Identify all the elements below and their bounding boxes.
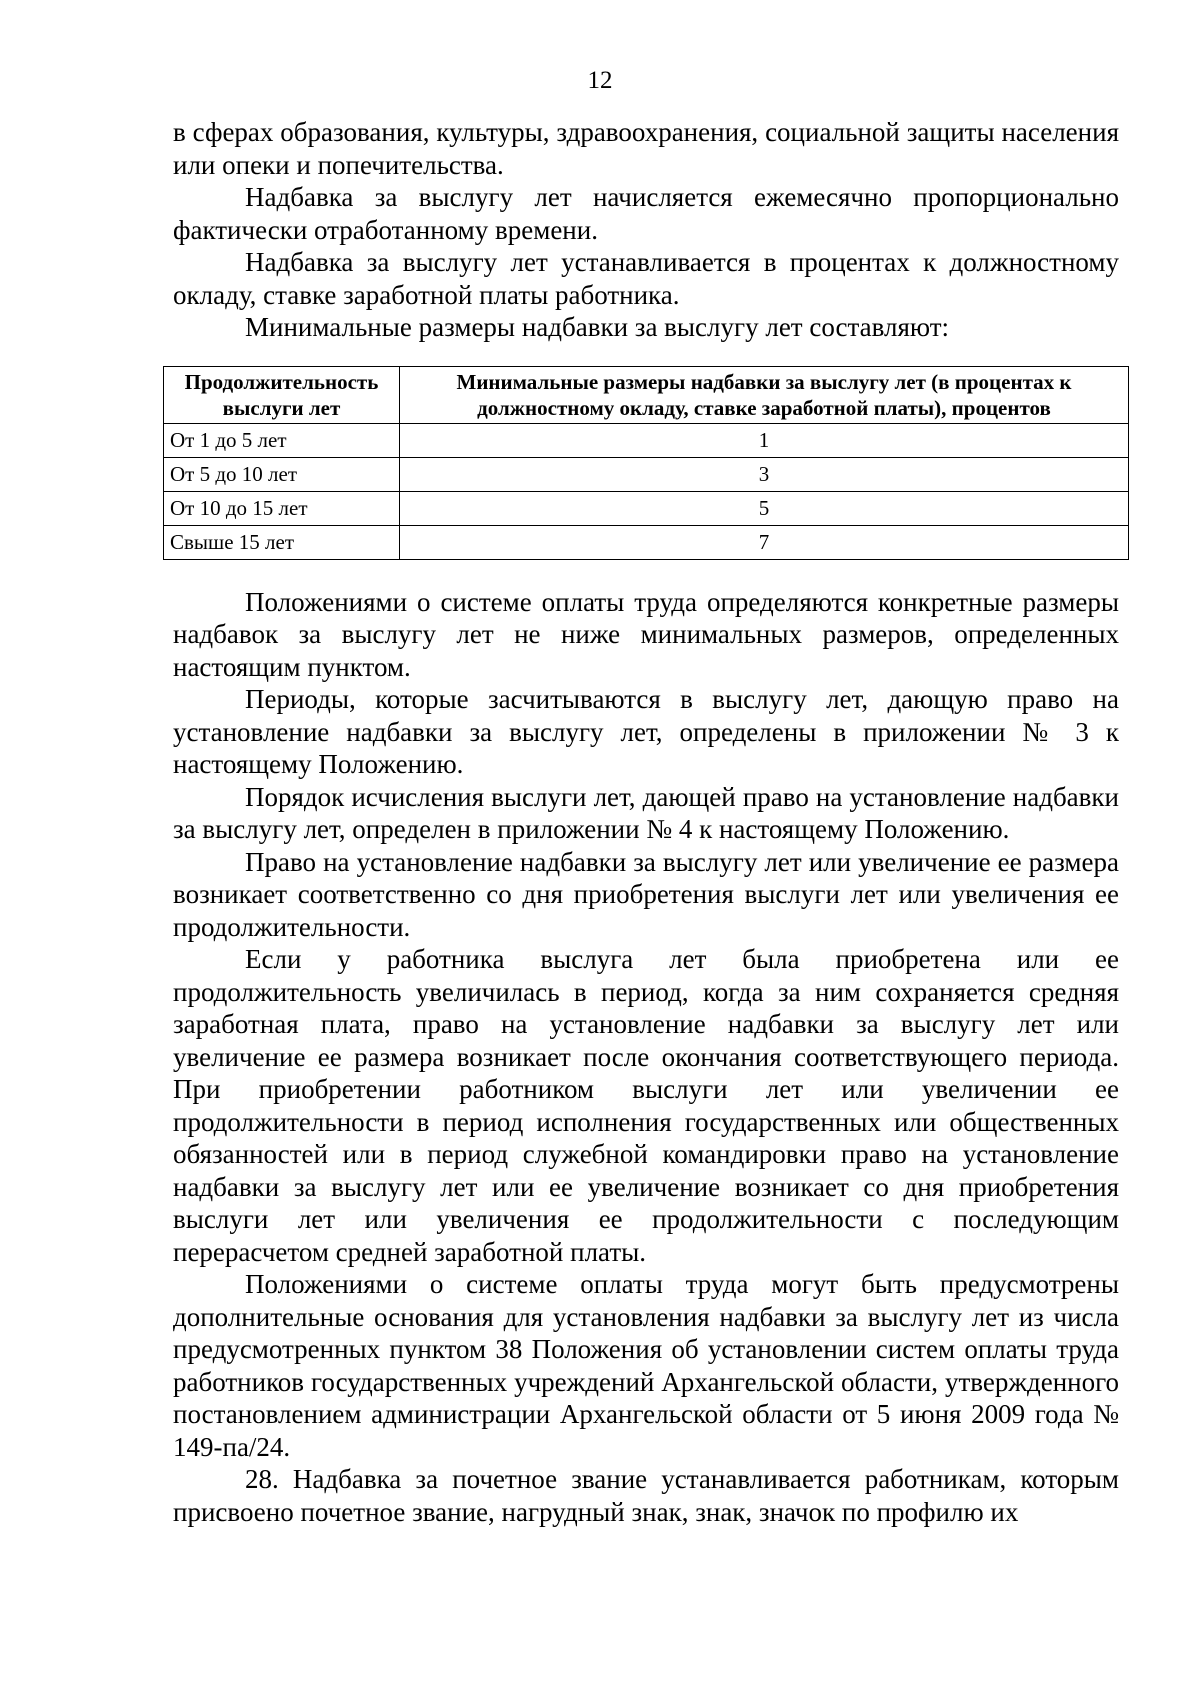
paragraph-percent-basis: Надбавка за выслугу лет устанавливается в процентах к должностному окладу, ставке заработной платы работника. bbox=[173, 247, 1119, 310]
row-percent: 7 bbox=[400, 525, 1129, 559]
table-spacer bbox=[173, 560, 1119, 586]
paragraph-continued: в сферах образования, культуры, здравоохранения, социальной защиты населения или опеки и попечительства. bbox=[173, 117, 1119, 180]
table-row bbox=[164, 457, 1129, 491]
paragraph-accrual: Надбавка за выслугу лет начисляется ежемесячно пропорционально фактически отработанному времени. bbox=[173, 182, 1119, 245]
row-period: От 1 до 5 лет bbox=[164, 423, 400, 457]
table-header-row bbox=[164, 366, 1129, 423]
table-row bbox=[164, 491, 1129, 525]
paragraph-average-salary-period: Если у работника выслуга лет была приобретена или ее продолжительность увеличилась в период, когда за ним сохраняется средняя заработная плата, право на установление надбавки за выслугу лет или увеличение ее размера возникает после окончания соответствующего периода. При приобретении работником выслуги лет или увеличении ее продолжительности в период исполнения государственных или общественных обязанностей или в период служебной командировки право на установление надбавки за выслугу лет или ее увеличение возникает со дня приобретения выслуги лет или увеличения ее продолжительности с последующим перерасчетом средней заработной платы. bbox=[173, 944, 1119, 1267]
page-number: 12 bbox=[587, 67, 613, 94]
row-period: От 5 до 10 лет bbox=[164, 457, 400, 491]
paragraph-honorary-title: 28. Надбавка за почетное звание устанавливается работникам, которым присвоено почетное звание, нагрудный знак, знак, значок по профилю их bbox=[173, 1464, 1119, 1527]
row-period: От 10 до 15 лет bbox=[164, 491, 400, 525]
paragraph-periods-appendix-3: Периоды, которые засчитываются в выслугу лет, дающую право на установление надбавки за выслугу лет, определены в приложении № 3 к настоящему Положению. bbox=[173, 684, 1119, 779]
row-percent: 1 bbox=[400, 423, 1129, 457]
paragraph-additional-grounds: Положениями о системе оплаты труда могут быть предусмотрены дополнительные основания для установления надбавки за выслугу лет из числа предусмотренных пунктом 38 Положения об установлении систем оплаты труда работников государственных учреждений Архангельской области, утвержденного постановлением администрации Архангельской области от 5 июня 2009 года № 149-па/24. bbox=[173, 1269, 1119, 1462]
paragraph-right-arises: Право на установление надбавки за выслугу лет или увеличение ее размера возникает соответственно со дня приобретения выслуги лет или увеличения ее продолжительности. bbox=[173, 846, 1119, 942]
row-percent: 5 bbox=[400, 491, 1129, 525]
seniority-bonus-table bbox=[163, 366, 1129, 560]
paragraph-table-intro: Минимальные размеры надбавки за выслугу лет составляют: bbox=[245, 312, 950, 342]
row-percent: 3 bbox=[400, 457, 1129, 491]
table-row bbox=[164, 423, 1129, 457]
header-minimum-bonus: Минимальные размеры надбавки за выслугу лет (в процентах к должностному окладу, ставке заработной платы), процентов bbox=[400, 366, 1129, 423]
row-period: Свыше 15 лет bbox=[164, 525, 400, 559]
paragraph-calculation-appendix-4: Порядок исчисления выслуги лет, дающей право на установление надбавки за выслугу лет, определен в приложении № 4 к настоящему Положению. bbox=[173, 781, 1119, 844]
table-row bbox=[164, 525, 1129, 559]
paragraph-specific-sizes: Положениями о системе оплаты труда определяются конкретные размеры надбавок за выслугу лет не ниже минимальных размеров, определенных настоящим пунктом. bbox=[173, 586, 1119, 682]
header-seniority-duration: Продолжительность выслуги лет bbox=[164, 366, 400, 423]
document-body bbox=[170, 116, 1119, 1528]
